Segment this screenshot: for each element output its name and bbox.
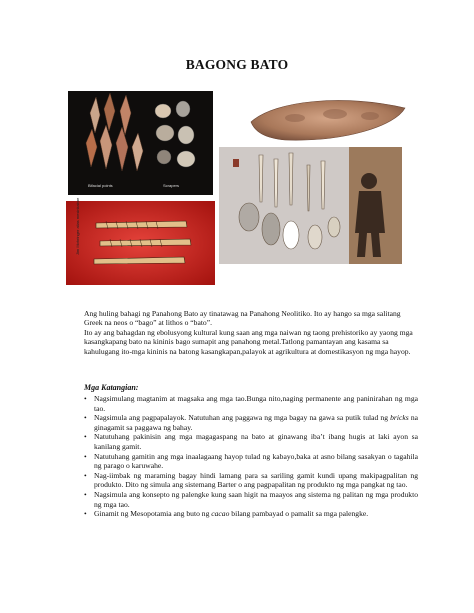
photo-credit: Jim Mohringer alias mesinkabae — [75, 197, 80, 255]
feature-text: Nagsimula ang konsepto ng palengke kung saan higit na maayos ang sistema ng palitan ng mga produkto ng mga tao. — [94, 489, 418, 509]
arrowheads-photo — [68, 91, 213, 195]
feature-item — [84, 432, 418, 451]
bone-tools-illustration — [66, 201, 215, 285]
feature-text: na ginagamit sa paggawa ng bahay. — [94, 413, 418, 432]
feature-text: bilang pambayad o pamalit sa mga palengke. — [229, 509, 369, 519]
bifacial-caption: Bifacial points — [88, 183, 113, 188]
bullet-icon: • — [84, 432, 87, 442]
feature-text: Nagsimula ang pagpapalayok. Natutuhan ang paggawa ng mga bagay na gawa sa putik tulad ng — [94, 413, 391, 423]
feature-text: Ginamit ng Mesopotamia ang buto ng — [94, 509, 212, 519]
feature-text: Natutuhang gamitin ang mga inaalagaang hayop tulad ng kabayo,baka at asno bilang sasakyan o tagahila ng parago o karuwahe. — [94, 451, 418, 471]
features-heading: Mga Katangian: — [84, 383, 139, 392]
bullet-icon: • — [84, 489, 87, 499]
features-list — [84, 394, 418, 519]
feature-text: Natutuhang pakinisin ang mga magagaspang na bato at ginawang iba’t ibang hugis at laki ayon sa kanilang gamit. — [94, 432, 418, 451]
bullet-icon: • — [84, 451, 87, 461]
feature-item — [84, 394, 418, 413]
flint-blade-illustration — [245, 92, 409, 146]
bullet-icon: • — [84, 413, 87, 423]
bullet-icon: • — [84, 470, 87, 480]
intro-paragraph-1: Ang huling bahagi ng Panahong Bato ay tinatawag na Panahong Neolitiko. Ito ay hango sa mga salitang Greek na neos o “bago” at lithos o “bato”. — [84, 309, 401, 328]
diorama-photo — [219, 147, 402, 264]
feature-item — [84, 490, 418, 509]
intro-paragraph-2: Ito ay ang bahagdan ng ebolusyong kultural kung saan ang mga naiwan ng taong prehistoriko ay yaong mga kasangkapang bato na kininis bago sumapit ang panahong metal.Tatlong pamantayan ang kasama sa kahulugang ito-mga kininis na batong kasangkapan,palayok at agrikultura at domestikasyon ng mga hayop. — [84, 328, 413, 356]
feature-item — [84, 509, 418, 519]
page-title: BAGONG BATO — [185, 57, 289, 72]
feature-italic-term: cacao — [211, 509, 230, 519]
feature-text: Nagsimulang magtanim at magsaka ang mga tao.Bunga nito,naging permanente ang paninirahan ng mga tao. — [94, 394, 418, 413]
feature-item — [84, 471, 418, 490]
feature-item — [84, 452, 418, 471]
feature-text: Nag-iimbak ng maraming bagay hindi lamang para sa sariling gamit kundi upang makipagpalitan ng produkto. Dito ng simula ang sistemang Barter o ang pagpapalitan ng produkto ng mga pangkat ng tao. — [94, 470, 418, 490]
scrapers-caption: Scrapers — [163, 183, 180, 188]
bullet-icon: • — [84, 394, 87, 403]
arrowheads-illustration — [68, 91, 213, 195]
feature-italic-term: bricks — [390, 413, 409, 423]
bullet-icon: • — [84, 509, 87, 519]
flint-blade-photo — [245, 92, 409, 146]
feature-item — [84, 413, 418, 432]
tools-diorama-illustration — [219, 147, 402, 264]
red-tools-photo — [66, 201, 215, 285]
